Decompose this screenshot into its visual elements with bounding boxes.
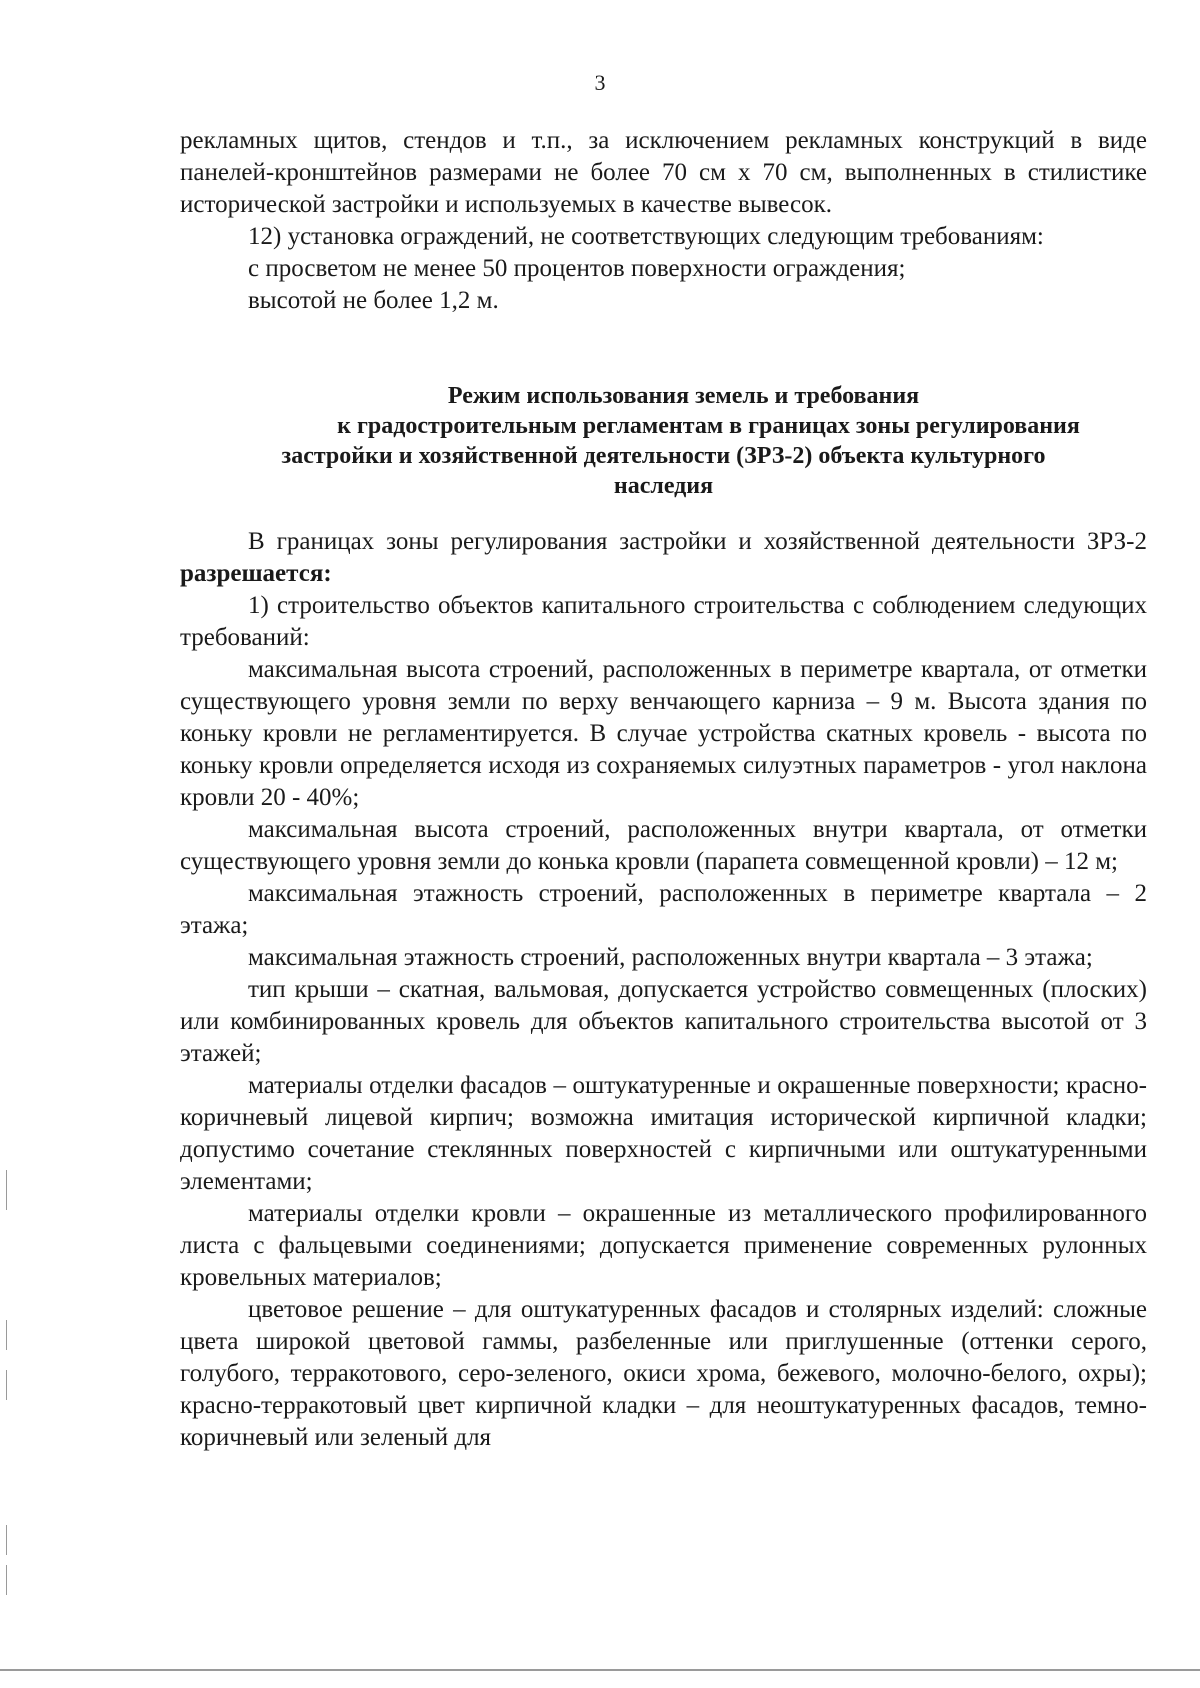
intro-text: В границах зоны регулирования застройки и хозяйственной деятельности ЗРЗ-2	[248, 528, 1147, 555]
scan-margin-mark	[6, 1525, 7, 1555]
heading-line-2: к градостроительным регламентам в границах зоны регулирования	[337, 413, 1080, 439]
heading-line-1: Режим использования земель и требования	[447, 383, 920, 409]
scan-margin-mark	[6, 1370, 7, 1400]
paragraph-intro	[180, 526, 1147, 590]
intro-bold-text: разрешается:	[180, 560, 332, 587]
paragraph-max-height-inside: максимальная высота строений, расположенных внутри квартала, от отметки существующего уровня земли до конька кровли (парапета совмещенной кровли) – 12 м;	[180, 816, 1147, 875]
paragraph-roof-materials: материалы отделки кровли – окрашенные из металлического профилированного листа с фальцевыми соединениями; допускается применение современных рулонных кровельных материалов;	[180, 1200, 1147, 1291]
paragraph-continuation: рекламных щитов, стендов и т.п., за исключением рекламных конструкций в виде панелей-кронштейнов размерами не более 70 см х 70 см, выполненных в стилистике исторической застройки и используемых в качестве вывесок.	[180, 127, 1147, 218]
paragraph-item-1: 1) строительство объектов капитального строительства с соблюдением следующих требований:	[180, 592, 1147, 651]
paragraph-requirement-height: высотой не более 1,2 м.	[248, 287, 499, 314]
document-body	[180, 125, 1147, 1454]
section-heading	[180, 381, 1147, 501]
paragraph-max-floors-inside: максимальная этажность строений, расположенных внутри квартала – 3 этажа;	[248, 944, 1093, 971]
paragraph-requirement-clearance: с просветом не менее 50 процентов поверхности ограждения;	[248, 255, 906, 282]
heading-line-4: наследия	[613, 473, 714, 499]
paragraph-roof-type: тип крыши – скатная, вальмовая, допускается устройство совмещенных (плоских) или комбинированных кровель для объектов капитального строительства высотой от 3 этажей;	[180, 976, 1147, 1067]
paragraph-max-floors-perimeter: максимальная этажность строений, расположенных в периметре квартала – 2 этажа;	[180, 880, 1147, 939]
scan-margin-mark	[6, 1320, 7, 1350]
paragraph-max-height-perimeter: максимальная высота строений, расположенных в периметре квартала, от отметки существующего уровня земли по верху венчающего карниза – 9 м. Высота здания по коньку кровли не регламентируется. В случае устройства скатных кровель - высота по коньку кровли определяется исходя из сохраняемых силуэтных параметров - угол наклона кровли 20 - 40%;	[180, 656, 1147, 811]
scan-margin-mark	[6, 1170, 7, 1210]
scan-bottom-edge	[0, 1669, 1200, 1671]
paragraph-item-12: 12) установка ограждений, не соответствующих следующим требованиям:	[248, 223, 1044, 250]
heading-line-3: застройки и хозяйственной деятельности (ЗРЗ-2) объекта культурного	[281, 443, 1046, 469]
scan-margin-mark	[6, 1565, 7, 1595]
paragraph-facade-materials: материалы отделки фасадов – оштукатуренные и окрашенные поверхности; красно-коричневый лицевой кирпич; возможна имитация исторической кирпичной кладки; допустимо сочетание стеклянных поверхностей с кирпичными или оштукатуренными элементами;	[180, 1072, 1147, 1195]
page-number: 3	[594, 70, 606, 95]
paragraph-color-scheme: цветовое решение – для оштукатуренных фасадов и столярных изделий: сложные цвета широкой цветовой гаммы, разбеленные или приглушенные (оттенки серого, голубого, терракотового, серо-зеленого, окиси хрома, бежевого, молочно-белого, охры); красно-терракотовый цвет кирпичной кладки – для неоштукатуренных фасадов, темно-коричневый или зеленый для	[180, 1296, 1147, 1451]
